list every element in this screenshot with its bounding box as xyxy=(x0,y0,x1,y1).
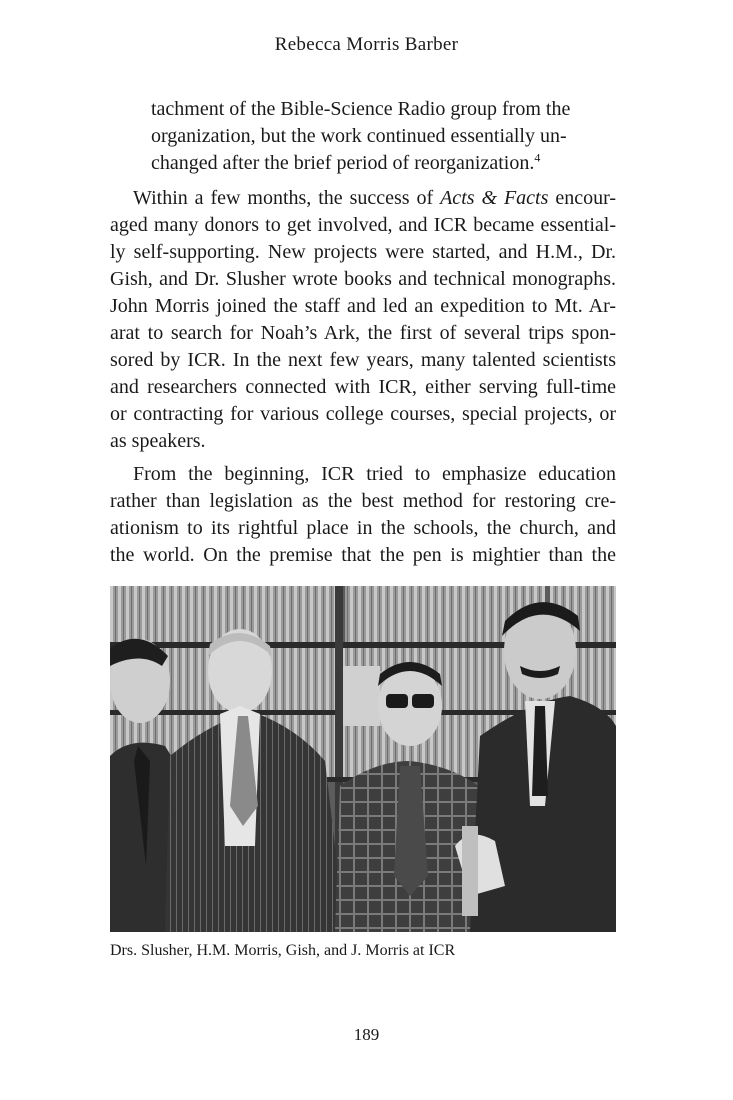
paragraph-line: John Morris joined the staff and led an expedition to Mt. Ar- xyxy=(110,295,616,317)
photo-caption: Drs. Slusher, H.M. Morris, Gish, and J. Morris at ICR xyxy=(110,942,456,959)
block-quote-line: tachment of the Bible-Science Radio group from the xyxy=(151,98,571,120)
paragraph-line: ationism to its rightful place in the schools, the church, and xyxy=(110,517,616,539)
block-quote-line xyxy=(151,150,621,177)
block-quote xyxy=(151,96,621,177)
paragraph-line: From the beginning, ICR tried to emphasize education xyxy=(133,463,616,485)
paragraph-line: aged many donors to get involved, and ICR became essential- xyxy=(110,214,616,236)
paragraph-line: or contracting for various college courses, special projects, or xyxy=(110,403,616,425)
paragraph-line: arat to search for Noah’s Ark, the first of several trips spon- xyxy=(110,322,616,344)
paragraph xyxy=(110,461,616,569)
paragraph-line: and researchers connected with ICR, either serving full-time xyxy=(110,376,616,398)
page-number: 189 xyxy=(353,1025,380,1044)
footnote-reference[interactable]: 4 xyxy=(534,150,541,165)
paragraph-line xyxy=(110,185,616,212)
paragraph-line: the world. On the premise that the pen is mightier than the xyxy=(110,544,616,566)
publication-title: Acts & Facts xyxy=(440,187,549,209)
block-quote-line-text: changed after the brief period of reorganization. xyxy=(151,152,535,174)
paragraph-line: as speakers. xyxy=(110,430,206,452)
text-span: encour- xyxy=(548,187,616,209)
running-head: Rebecca Morris Barber xyxy=(274,34,459,55)
paragraph-line: rather than legislation as the best method for restoring cre- xyxy=(110,490,616,512)
paragraph-line: Gish, and Dr. Slusher wrote books and technical monographs. xyxy=(110,268,616,290)
block-quote-line: organization, but the work continued essentially un- xyxy=(151,125,567,147)
text-span: Within a few months, the success of xyxy=(133,187,441,209)
group-photo xyxy=(110,586,616,932)
paragraph xyxy=(110,185,616,455)
paragraph-line: ly self-supporting. New projects were started, and H.M., Dr. xyxy=(110,241,616,263)
paragraph-line: sored by ICR. In the next few years, many talented scientists xyxy=(110,349,616,371)
